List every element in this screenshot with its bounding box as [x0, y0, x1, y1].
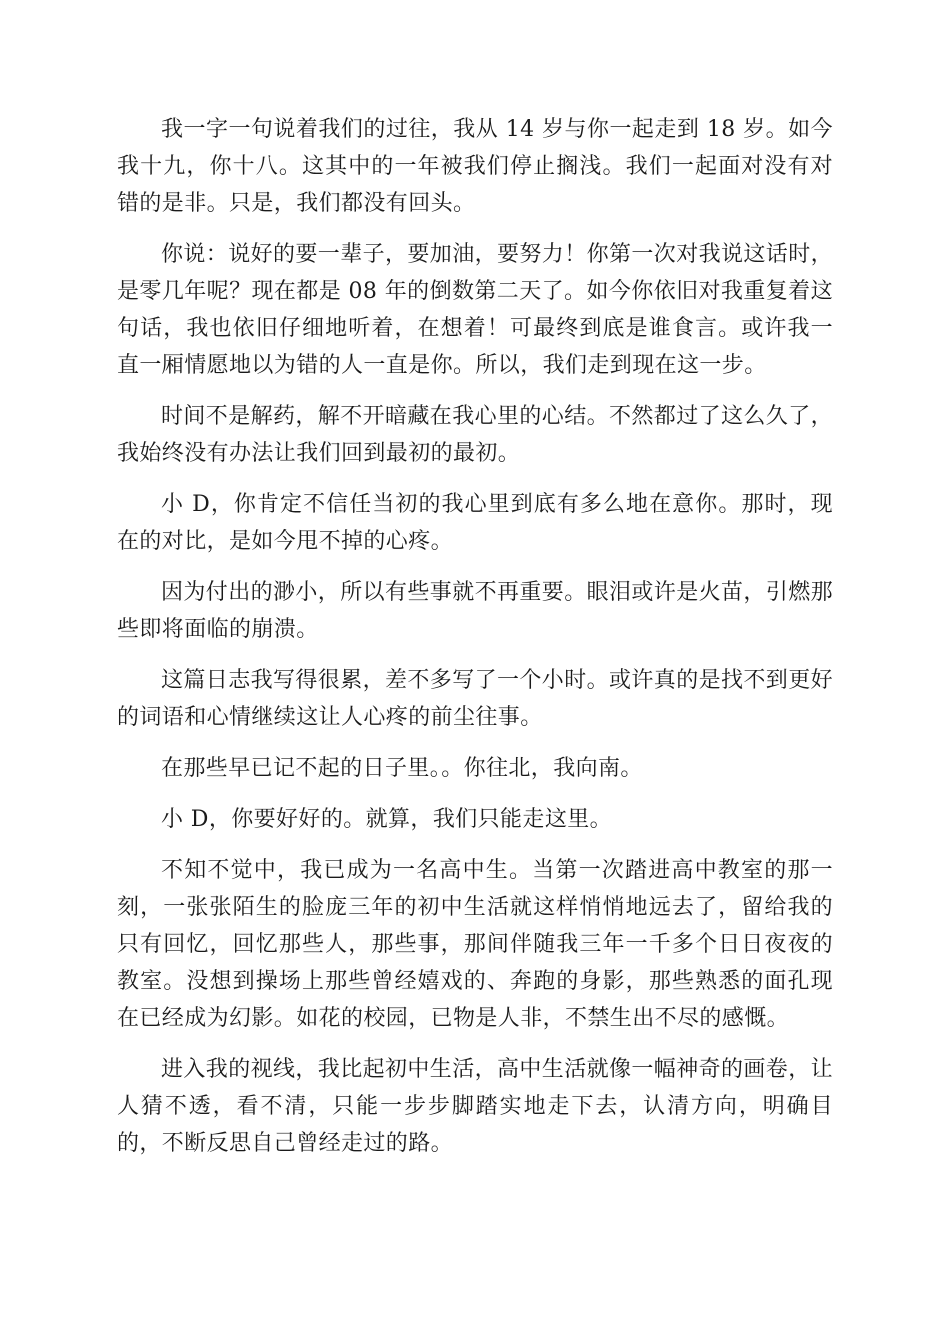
- paragraph-5: 因为付出的渺小，所以有些事就不再重要。眼泪或许是火苗，引燃那些即将面临的崩溃。: [117, 580, 834, 642]
- paragraph-2: 你说：说好的要一辈子，要加油，要努力！你第一次对我说这话时，是零几年呢？现在都是 08 年的倒数第二天了。如今你依旧对我重复着这句话，我也依旧仔细地听着，在想着！可最终到底是谁食言。或许我一直一厢情愿地以为错的人一直是你。所以，我们走到现在这一步。: [117, 242, 834, 378]
- paragraph-1: 我一字一句说着我们的过往，我从 14 岁与你一起走到 18 岁。如今我十九，你十八。这其中的一年被我们停止搁浅。我们一起面对没有对错的是非。只是，我们都没有回头。: [117, 117, 833, 216]
- document-body: [117, 111, 833, 1176]
- paragraph-3: 时间不是解药，解不开暗藏在我心里的心结。不然都过了这么久了，我始终没有办法让我们回到最初的最初。: [117, 404, 834, 466]
- paragraph-10: 进入我的视线，我比起初中生活，高中生活就像一幅神奇的画卷，让人猜不透，看不清，只能一步步脚踏实地走下去，认清方向，明确目的，不断反思自己曾经走过的路。: [117, 1057, 834, 1156]
- paragraph-9: 不知不觉中，我已成为一名高中生。当第一次踏进高中教室的那一刻，一张张陌生的脸庞三年的初中生活就这样悄悄地远去了，留给我的只有回忆，回忆那些人，那些事，那间伴随我三年一千多个日日夜夜的教室。没想到操场上那些曾经嬉戏的、奔跑的身影，那些熟悉的面孔现在已经成为幻影。如花的校园，已物是人非，不禁生出不尽的感慨。: [117, 858, 833, 1031]
- paragraph-8: 小 D，你要好好的。就算，我们只能走这里。: [161, 807, 613, 832]
- paragraph-6: 这篇日志我写得很累，差不多写了一个小时。或许真的是找不到更好的词语和心情继续这让人心疼的前尘往事。: [117, 668, 834, 730]
- paragraph-7: 在那些早已记不起的日子里。。你往北，我向南。: [161, 756, 643, 781]
- paragraph-4: 小 D，你肯定不信任当初的我心里到底有多么地在意你。那时，现在的对比，是如今甩不掉的心疼。: [117, 492, 833, 554]
